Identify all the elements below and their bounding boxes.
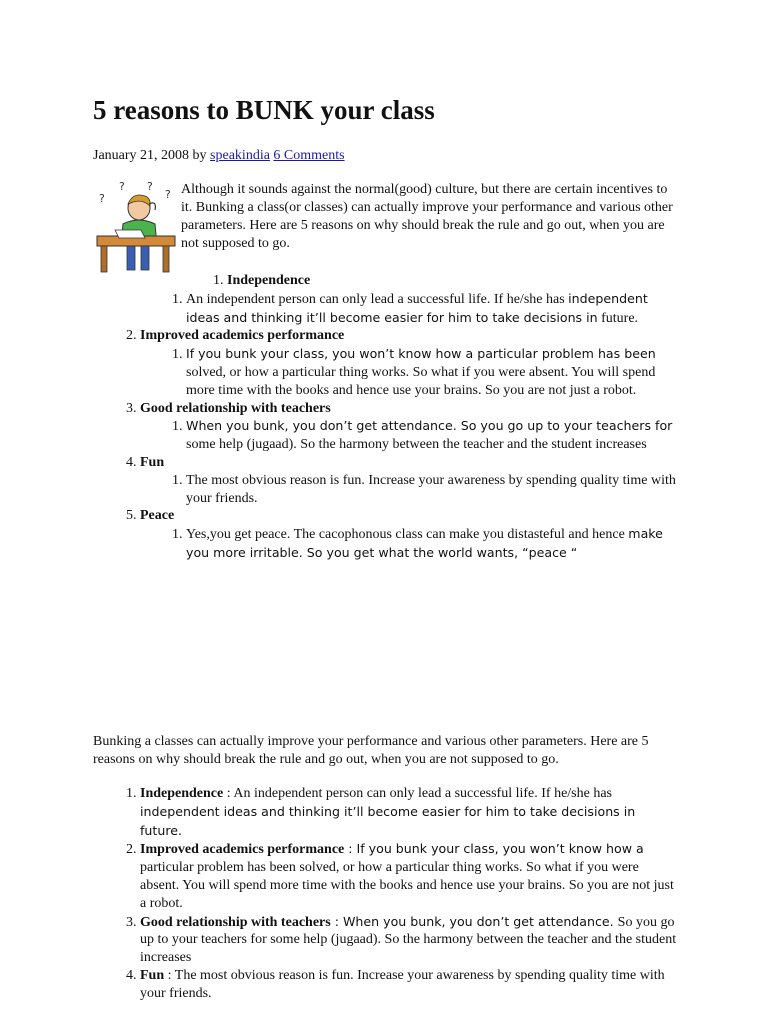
comments-link[interactable]: 6 Comments — [273, 148, 345, 163]
list-item: 2. Improved academics performance : If you bunk your class, you won’t know how a particular problem has been solved, or how a particular thing works. So what if you were absent. You will spend more time with the books and hence use your brains. So you are not just a robot. — [140, 840, 680, 912]
intro-paragraph: Although it sounds against the normal(good) culture, but there are certain incentives to it. Bunking a class(or classes) can actually improve your performance and various other parameters. Here are 5 reasons on why should break the rule and go out, when you are not supposed to go. — [181, 182, 673, 251]
author-link[interactable]: speakindia — [210, 148, 270, 163]
post-date: January 21, 2008 — [93, 148, 190, 163]
reason-title: Improved academics performance — [140, 328, 345, 344]
list-item: 3. Good relationship with teachers : When you bunk, you don’t get attendance. So you go up to your teachers for some help (jugaad). So the harmony between the teacher and the student increases — [140, 913, 680, 967]
reason-title: Independence — [227, 273, 311, 288]
list-item — [140, 507, 680, 562]
reason-title: Fun — [140, 454, 165, 470]
svg-text:?: ? — [99, 192, 105, 205]
list-item: 1. If you bunk your class, you won’t know how a particular problem has been solved, or how a particular thing works. So what if you were absent. You will spend more time with the books and hence use your brains. So you are not just a robot. — [186, 345, 680, 399]
list-item: 4. Fun : The most obvious reason is fun. Increase your awareness by spending quality time with your friends. — [140, 967, 680, 1003]
list-item: 1. Yes,you get peace. The cacophonous class can make you distasteful and hence make you more irritable. So you get what the world wants, “peace “ — [186, 525, 680, 563]
reasons-list — [140, 272, 680, 563]
post-meta — [93, 147, 345, 165]
reason-title: Peace — [140, 508, 175, 524]
reason-title: Good relationship with teachers — [140, 400, 331, 416]
post-by: by — [192, 148, 207, 163]
list-item: 1. An independent person can only lead a successful life. If he/she has independent ideas and thinking it’ll become easier for him to take decisions in future. — [186, 290, 680, 328]
svg-text:?: ? — [119, 180, 125, 193]
svg-text:?: ? — [147, 180, 153, 193]
post-title: 5 reasons to BUNK your class — [93, 95, 435, 125]
summary-list — [140, 785, 680, 1003]
list-item — [140, 327, 680, 399]
list-item: 1. Independence : An independent person can only lead a successful life. If he/she has independent ideas and thinking it’ll become easier for him to take decisions in future. — [140, 785, 680, 840]
list-item: 1. When you bunk, you don’t get attendance. So you go up to your teachers for some help (jugaad). So the harmony between the teacher and the student increases — [186, 417, 680, 454]
list-item — [140, 454, 680, 507]
svg-text:?: ? — [165, 188, 171, 201]
summary-paragraph: Bunking a classes can actually improve your performance and various other parameters. Here are 5 reasons on why should break the rule and go out, when you are not supposed to go. — [93, 734, 649, 767]
list-item — [140, 400, 680, 454]
list-item: 1. The most obvious reason is fun. Increase your awareness by spending quality time with your friends. — [186, 472, 680, 508]
confused-student-illustration — [93, 180, 179, 274]
list-item — [186, 272, 680, 327]
